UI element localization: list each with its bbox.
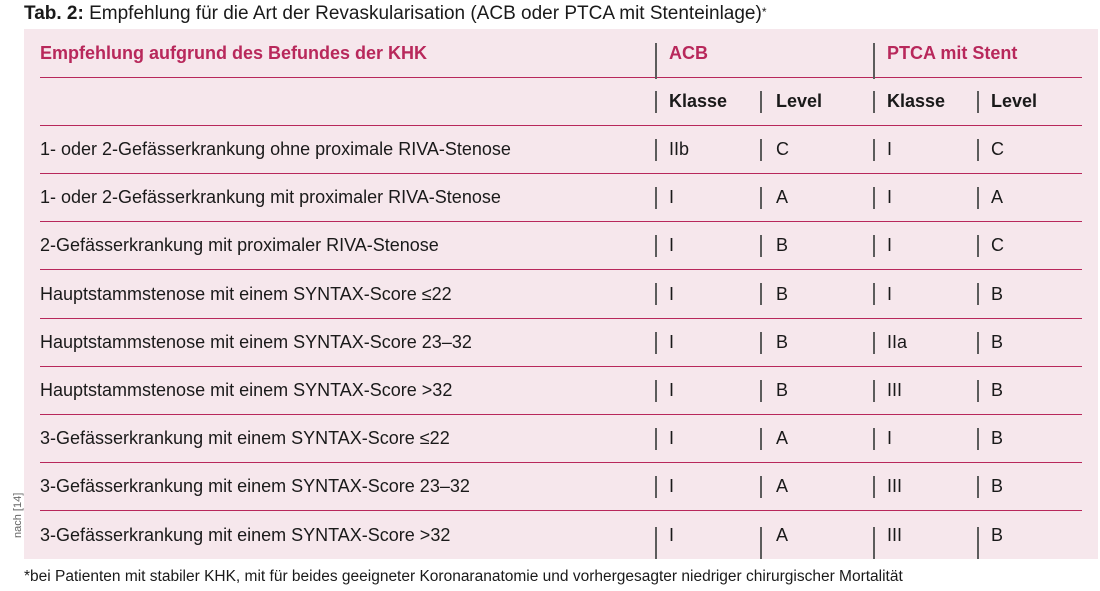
row-acb-level: A: [760, 174, 873, 221]
row-acb-klasse: I: [655, 222, 760, 269]
subheader-acb-level: Level: [760, 78, 873, 125]
row-ptca-klasse: III: [873, 511, 977, 559]
row-ptca-klasse: III: [873, 463, 977, 510]
row-acb-level: B: [760, 270, 873, 318]
row-finding: 1- oder 2-Gefässerkrankung ohne proximale RIVA-Stenose: [40, 139, 511, 159]
row-acb-klasse: I: [655, 174, 760, 221]
table-row: [40, 126, 1082, 174]
row-ptca-klasse: I: [873, 415, 977, 462]
subheader-acb-klasse: Klasse: [655, 78, 760, 125]
table-row: [40, 319, 1082, 367]
table-footnote: *bei Patienten mit stabiler KHK, mit für beides geeigneter Koronaranatomie und vorhergesagter niedriger chirurgischer Mortalität: [24, 568, 903, 585]
row-finding: Hauptstammstenose mit einem SYNTAX-Score >32: [40, 380, 453, 400]
row-ptca-level: B: [977, 270, 1082, 318]
row-acb-level: A: [760, 511, 873, 559]
row-finding: 3-Gefässerkrankung mit einem SYNTAX-Score ≤22: [40, 428, 450, 448]
row-ptca-klasse: I: [873, 126, 977, 173]
row-ptca-klasse: I: [873, 174, 977, 221]
table-grid: [40, 29, 1082, 559]
subheader-ptca-level: Level: [977, 78, 1082, 125]
table-subheader-row: [40, 78, 1082, 126]
row-ptca-klasse: I: [873, 270, 977, 318]
row-ptca-level: B: [977, 463, 1082, 510]
source-note: [0, 490, 24, 550]
row-ptca-level: C: [977, 126, 1082, 173]
row-ptca-klasse: III: [873, 367, 977, 414]
source-note-text: nach [14]: [12, 492, 24, 538]
row-acb-level: B: [760, 319, 873, 366]
row-finding: Hauptstammstenose mit einem SYNTAX-Score 23–32: [40, 332, 472, 352]
row-acb-klasse: I: [655, 415, 760, 462]
row-ptca-level: B: [977, 415, 1082, 462]
table-row: [40, 511, 1082, 559]
row-ptca-level: B: [977, 319, 1082, 366]
subheader-ptca-klasse: Klasse: [873, 78, 977, 125]
row-acb-level: B: [760, 222, 873, 269]
table-row: [40, 222, 1082, 270]
row-acb-klasse: I: [655, 367, 760, 414]
row-acb-level: B: [760, 367, 873, 414]
row-acb-level: A: [760, 463, 873, 510]
row-ptca-klasse: I: [873, 222, 977, 269]
row-finding: 3-Gefässerkrankung mit einem SYNTAX-Score >32: [40, 524, 451, 545]
row-finding: Hauptstammstenose mit einem SYNTAX-Score ≤22: [40, 283, 452, 304]
row-finding: 3-Gefässerkrankung mit einem SYNTAX-Score 23–32: [40, 476, 470, 496]
table-header-row: [40, 29, 1082, 78]
row-acb-level: C: [760, 126, 873, 173]
row-ptca-level: A: [977, 174, 1082, 221]
row-ptca-level: C: [977, 222, 1082, 269]
table-row: [40, 270, 1082, 319]
row-acb-klasse: I: [655, 319, 760, 366]
header-ptca: PTCA mit Stent: [873, 29, 1082, 77]
caption-label: Tab. 2:: [24, 3, 84, 24]
table-row: [40, 463, 1082, 511]
row-acb-klasse: IIb: [655, 126, 760, 173]
table-row: [40, 367, 1082, 415]
row-finding: 2-Gefässerkrankung mit proximaler RIVA-Stenose: [40, 235, 439, 255]
row-acb-klasse: I: [655, 463, 760, 510]
header-finding: Empfehlung aufgrund des Befundes der KHK: [40, 42, 428, 63]
row-acb-klasse: I: [655, 511, 760, 559]
table-caption: [24, 0, 767, 28]
row-ptca-klasse: IIa: [873, 319, 977, 366]
row-finding: 1- oder 2-Gefässerkrankung mit proximaler RIVA-Stenose: [40, 187, 501, 207]
row-ptca-level: B: [977, 367, 1082, 414]
caption-footnote-marker: *: [761, 5, 767, 19]
table-row: [40, 174, 1082, 222]
subheader-empty: [40, 78, 655, 125]
row-acb-level: A: [760, 415, 873, 462]
row-acb-klasse: I: [655, 270, 760, 318]
header-acb: ACB: [655, 29, 873, 77]
recommendation-table: [24, 29, 1098, 559]
table-row: [40, 415, 1082, 463]
row-ptca-level: B: [977, 511, 1082, 559]
caption-text: Empfehlung für die Art der Revaskularisation (ACB oder PTCA mit Stenteinlage): [83, 3, 762, 24]
